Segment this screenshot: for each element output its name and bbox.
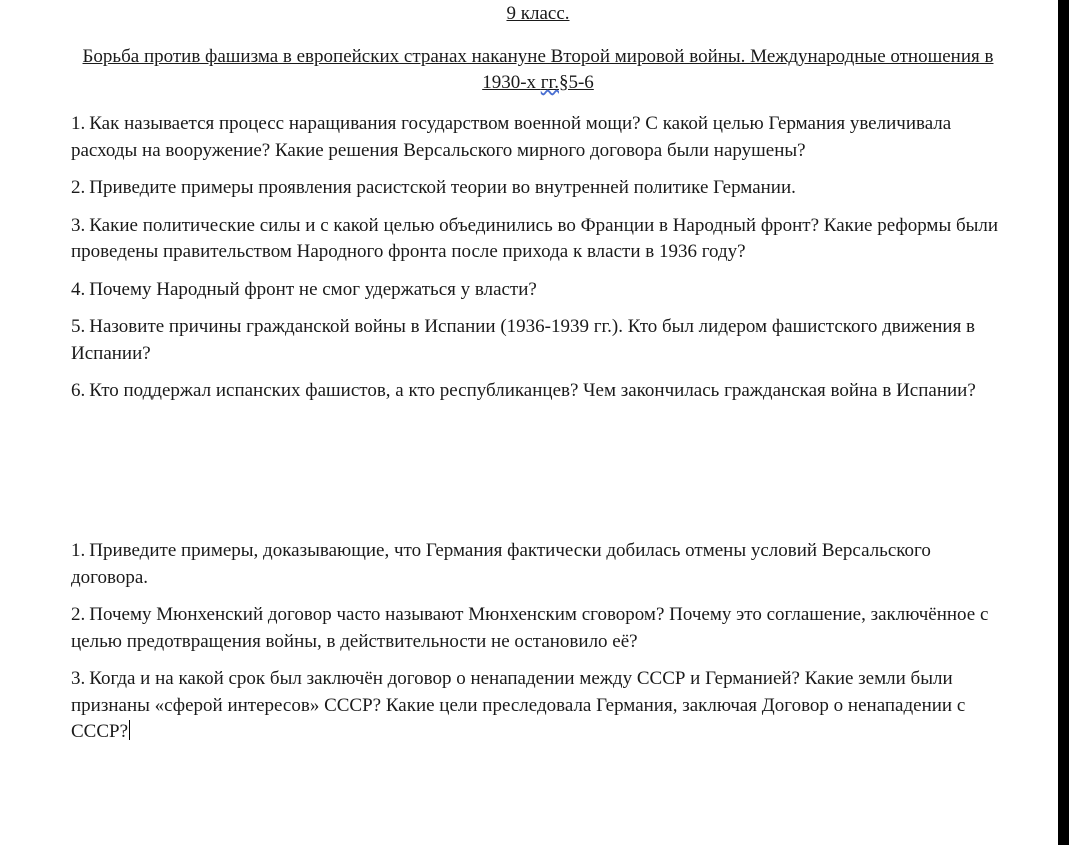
question-number: 4. <box>71 278 86 300</box>
question-item <box>71 175 1011 202</box>
question-number: 2. <box>71 177 86 198</box>
grade-heading: 9 класс. <box>506 3 570 24</box>
question-text: Кто поддержал испанских фашистов, а кто республиканцев? Чем закончилась гражданская война в Испании? <box>89 380 976 401</box>
question-number: 3. <box>71 668 86 689</box>
question-text: Назовите причины гражданской войны в Испании (1936-1939 гг.). Кто был лидером фашистского движения в Испании? <box>71 316 976 364</box>
question-item <box>71 666 1011 746</box>
question-list-2 <box>71 538 1011 757</box>
question-item <box>71 378 1011 405</box>
question-item <box>71 277 1011 304</box>
question-item <box>71 111 1011 164</box>
question-number: 5. <box>71 316 86 337</box>
text-cursor <box>129 720 130 740</box>
question-item <box>71 602 1011 655</box>
question-number: 3. <box>71 214 86 236</box>
question-item <box>71 213 1011 266</box>
lesson-title <box>66 44 1010 96</box>
question-text: Когда и на какой срок был заключён договор о ненападении между СССР и Германией? Какие земли были признаны «сферой интересов» СССР? Какие цели преследовала Германия, заключая Договор о ненападении с СССР? <box>71 668 966 742</box>
question-number: 1. <box>71 113 86 134</box>
question-item <box>71 314 1011 367</box>
question-item <box>71 538 1011 591</box>
lesson-title-paragraphs: §5-6 <box>558 72 594 93</box>
question-text: Приведите примеры, доказывающие, что Германия фактически добилась отмены условий Версальского договора. <box>71 540 931 588</box>
question-text: Почему Народный фронт не смог удержаться у власти? <box>89 278 537 300</box>
lesson-title-abbrev: гг. <box>540 72 559 93</box>
question-number: 6. <box>71 380 86 401</box>
question-number: 1. <box>71 540 86 561</box>
question-text: Как называется процесс наращивания государством военной мощи? С какой целью Германия увеличивала расходы на вооружение? Какие решения Версальского мирного договора были нарушены? <box>71 113 952 161</box>
window-edge <box>1058 0 1069 845</box>
question-text: Почему Мюнхенский договор часто называют Мюнхенским сговором? Почему это соглашение, заключённое с целью предотвращения войны, в действительности не остановило её? <box>71 604 989 652</box>
question-text: Приведите примеры проявления расистской теории во внутренней политике Германии. <box>89 177 796 198</box>
question-number: 2. <box>71 604 86 625</box>
lesson-title-main: Борьба против фашизма в европейских странах накануне Второй мировой войны. Международные отношения в 1930-х <box>82 46 994 93</box>
question-text: Какие политические силы и с какой целью объединились во Франции в Народный фронт? Какие реформы были проведены правительством Народного фронта после прихода к власти в 1936 году? <box>71 214 999 262</box>
question-list-1 <box>71 111 1011 416</box>
